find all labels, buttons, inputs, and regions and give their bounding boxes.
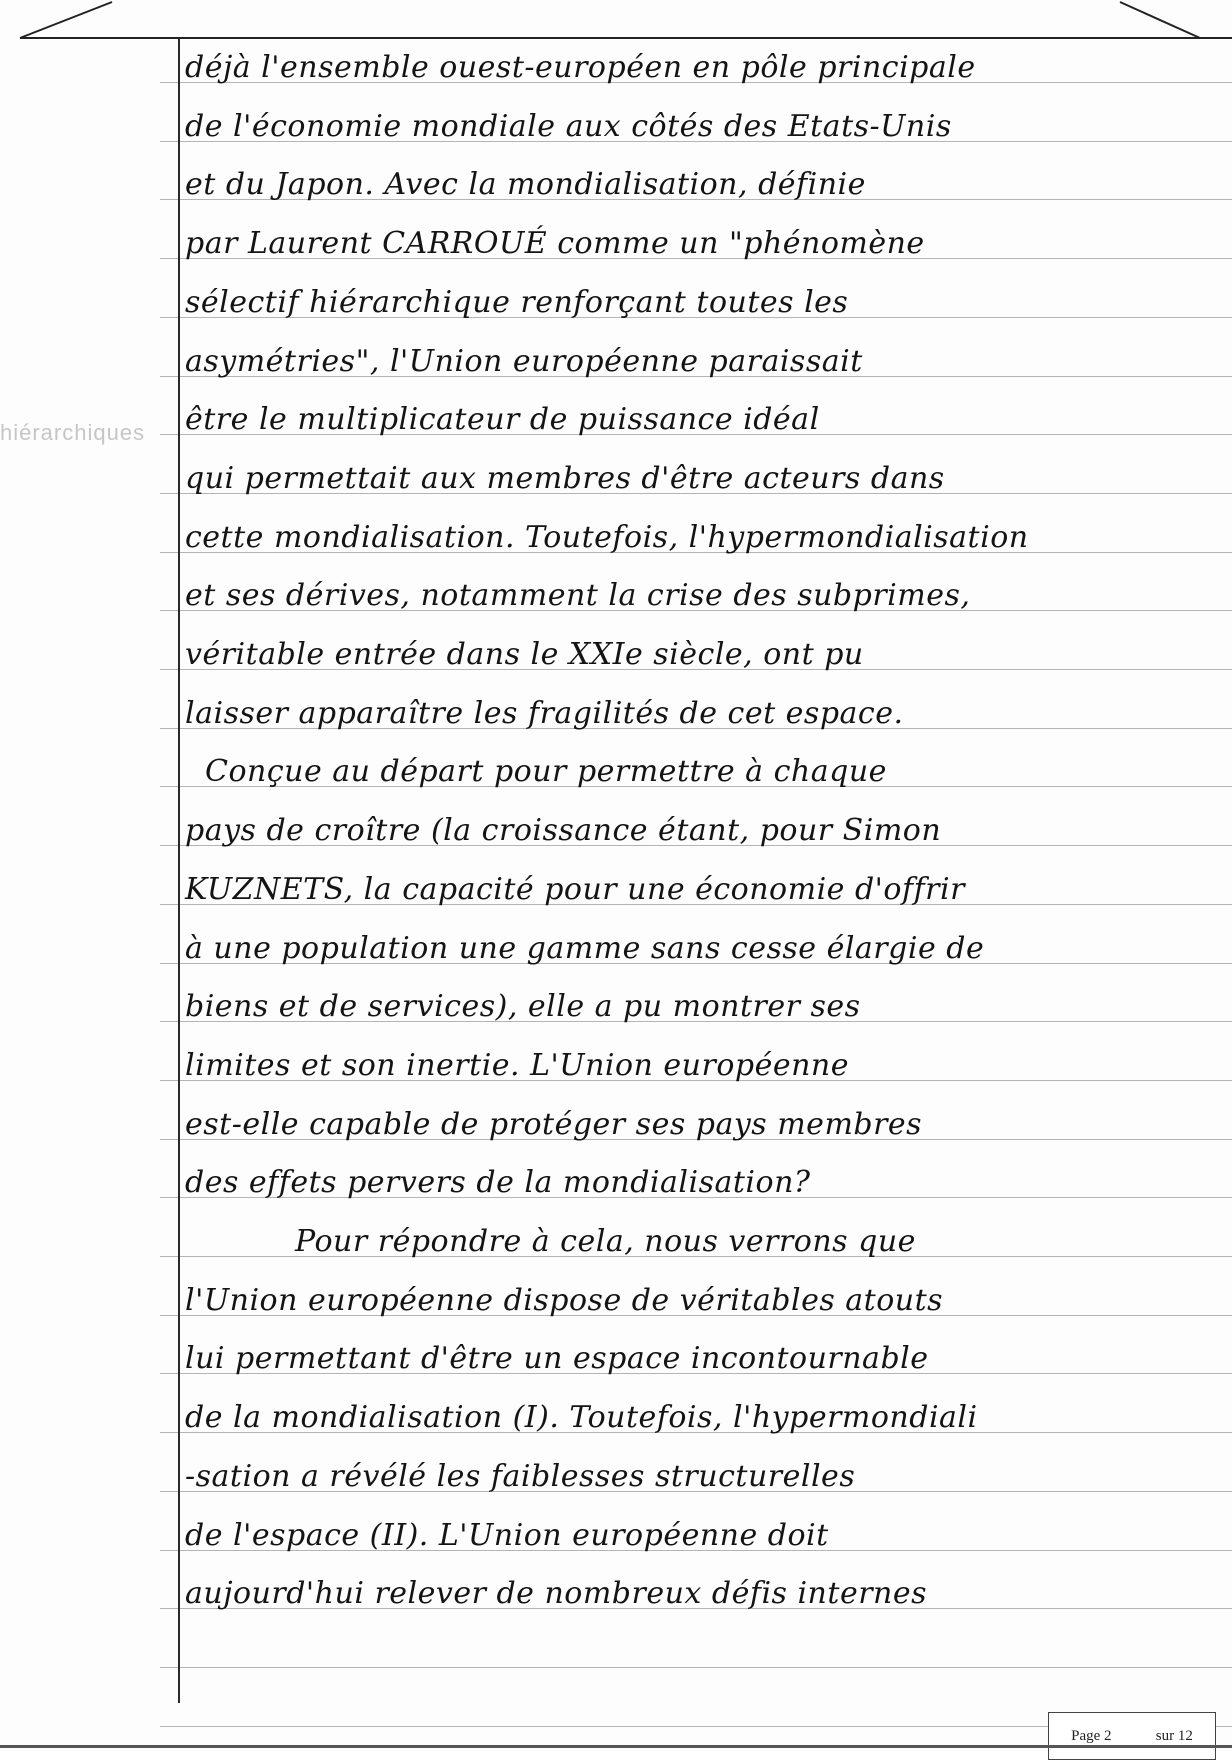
handwritten-line: aujourd'hui relever de nombreux défis internes xyxy=(185,1576,928,1611)
handwritten-line: biens et de services), elle a pu montrer ses xyxy=(185,989,861,1024)
handwritten-line: l'Union européenne dispose de véritables atouts xyxy=(185,1283,944,1318)
handwritten-line: par Laurent CARROUÉ comme un "phénomène xyxy=(185,226,925,261)
handwritten-line: asymétries", l'Union européenne paraissait xyxy=(185,344,863,379)
handwritten-line: déjà l'ensemble ouest-européen en pôle principale xyxy=(185,50,976,85)
page-total-label: sur 12 xyxy=(1155,1727,1193,1744)
page-label: Page 2 xyxy=(1071,1727,1112,1744)
handwritten-line: des effets pervers de la mondialisation? xyxy=(185,1165,811,1200)
handwritten-line: de l'espace (II). L'Union européenne doit xyxy=(185,1518,829,1553)
handwritten-line: de la mondialisation (I). Toutefois, l'hypermondiali xyxy=(185,1400,978,1435)
handwritten-line: et ses dérives, notamment la crise des subprimes, xyxy=(185,578,971,613)
handwritten-line: laisser apparaître les fragilités de cet espace. xyxy=(185,696,904,731)
handwritten-line: de l'économie mondiale aux côtés des Etats-Unis xyxy=(185,109,952,144)
handwritten-line: qui permettait aux membres d'être acteurs dans xyxy=(185,461,945,496)
handwritten-line: Conçue au départ pour permettre à chaque xyxy=(205,754,887,789)
handwritten-line: limites et son inertie. L'Union européenne xyxy=(185,1048,849,1083)
handwritten-line: KUZNETS, la capacité pour une économie d'offrir xyxy=(185,872,965,907)
handwritten-line: pays de croître (la croissance étant, pour Simon xyxy=(185,813,942,848)
handwritten-line: et du Japon. Avec la mondialisation, définie xyxy=(185,167,866,202)
handwritten-line: cette mondialisation. Toutefois, l'hypermondialisation xyxy=(185,520,1029,555)
handwritten-line: -sation a révélé les faiblesses structurelles xyxy=(185,1459,856,1494)
handwritten-line: est-elle capable de protéger ses pays membres xyxy=(185,1107,923,1142)
handwritten-line: sélectif hiérarchique renforçant toutes les xyxy=(185,285,849,320)
bottom-rule xyxy=(0,1745,1232,1748)
handwritten-line: être le multiplicateur de puissance idéal xyxy=(185,402,820,437)
page-number-box xyxy=(1048,1712,1216,1760)
margin-ghost-text: hiérarchiques xyxy=(0,420,146,445)
handwritten-line: Pour répondre à cela, nous verrons que xyxy=(295,1224,916,1259)
handwritten-line: lui permettant d'être un espace incontournable xyxy=(185,1341,929,1376)
handwritten-line: à une population une gamme sans cesse élargie de xyxy=(185,931,985,966)
handwritten-line: véritable entrée dans le XXIe siècle, ont pu xyxy=(185,637,864,672)
